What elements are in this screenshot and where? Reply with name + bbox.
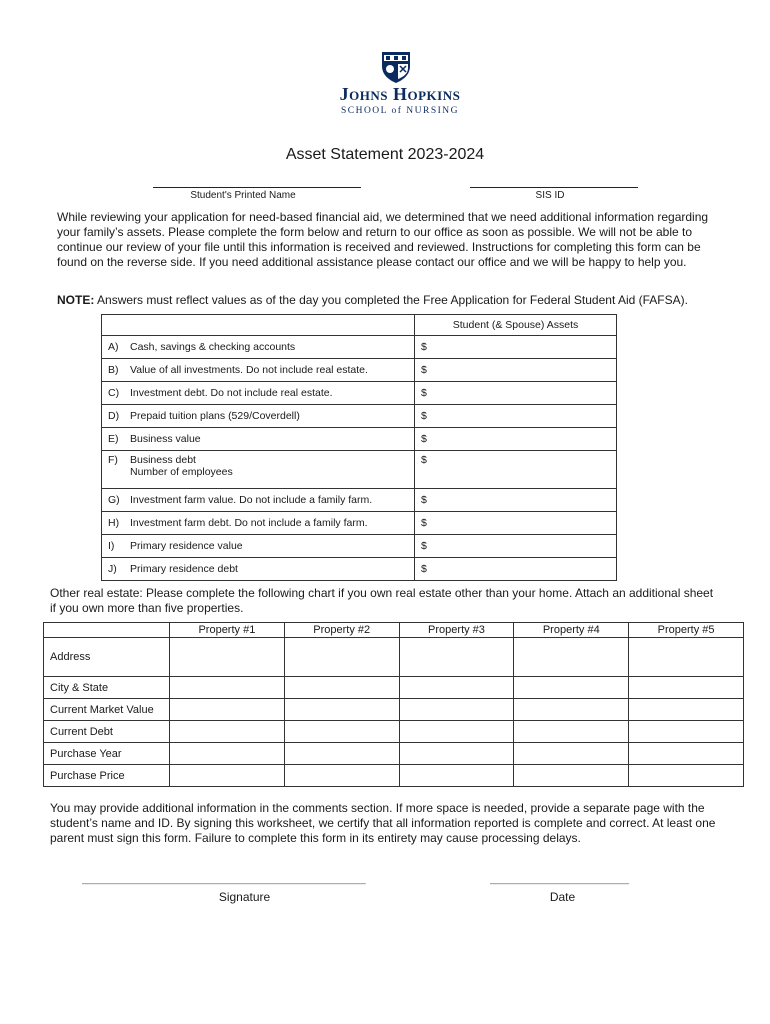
property-cell-input[interactable]	[170, 721, 285, 743]
property-cell-input[interactable]	[399, 699, 514, 721]
asset-value-input[interactable]: $	[415, 558, 617, 581]
property-cell-input[interactable]	[514, 743, 629, 765]
property-column-header: Property #4	[514, 623, 629, 638]
institution-name: Johns Hopkins	[339, 84, 461, 104]
property-row	[44, 721, 744, 743]
property-cell-input[interactable]	[629, 765, 744, 787]
property-cell-input[interactable]	[629, 677, 744, 699]
university-shield-icon	[378, 48, 414, 84]
property-cell-input[interactable]	[284, 638, 399, 677]
property-cell-input[interactable]	[629, 721, 744, 743]
property-cell-input[interactable]	[284, 699, 399, 721]
property-column-header: Property #1	[170, 623, 285, 638]
property-row	[44, 699, 744, 721]
property-cell-input[interactable]	[514, 638, 629, 677]
asset-row: C) Investment debt. Do not include real estate. $	[102, 382, 617, 405]
property-cell-input[interactable]	[629, 743, 744, 765]
property-row-label: Current Market Value	[44, 699, 170, 721]
assets-table-header: Student (& Spouse) Assets	[415, 315, 617, 336]
property-row-label: City & State	[44, 677, 170, 699]
asset-row: J) Primary residence debt $	[102, 558, 617, 581]
asset-value-input[interactable]: $	[415, 359, 617, 382]
property-cell-input[interactable]	[514, 721, 629, 743]
asset-row: E) Business value $	[102, 428, 617, 451]
asset-value-input[interactable]: $	[415, 512, 617, 535]
property-cell-input[interactable]	[284, 765, 399, 787]
asset-value-input[interactable]: $	[415, 489, 617, 512]
closing-paragraph: You may provide additional information in the comments section. If more space is needed, provide a separate page with the student’s name and ID. By signing this worksheet, we certify that all information reported is complete and correct. At least one parent must sign this form. Failure to complete this form in its entirety may cause processing delays.	[50, 801, 716, 845]
property-cell-input[interactable]	[629, 638, 744, 677]
asset-row: F) Business debt Number of employees $	[102, 451, 617, 489]
property-row-label: Address	[44, 638, 170, 677]
property-cell-input[interactable]	[514, 699, 629, 721]
property-cell-input[interactable]	[284, 743, 399, 765]
property-column-header: Property #3	[399, 623, 514, 638]
date-input[interactable]: _________________________	[490, 874, 630, 885]
property-row-label: Purchase Year	[44, 743, 170, 765]
property-cell-input[interactable]	[399, 677, 514, 699]
other-real-estate-text: Other real estate: Please complete the following chart if you own real estate other than your home. Attach an additional sheet if you own more than five properties.	[50, 586, 714, 615]
asset-value-input[interactable]: $	[415, 382, 617, 405]
property-cell-input[interactable]	[514, 677, 629, 699]
school-name: SCHOOL of NURSING	[340, 106, 460, 116]
signature-label: Signature	[218, 890, 271, 904]
sis-id-input[interactable]	[470, 187, 638, 188]
property-row	[44, 638, 744, 677]
property-row	[44, 765, 744, 787]
asset-row: I) Primary residence value $	[102, 535, 617, 558]
property-table	[43, 622, 744, 787]
property-cell-input[interactable]	[284, 721, 399, 743]
property-row-label: Current Debt	[44, 721, 170, 743]
property-cell-input[interactable]	[399, 638, 514, 677]
date-label: Date	[549, 890, 576, 904]
asset-value-input[interactable]: $	[415, 535, 617, 558]
property-cell-input[interactable]	[170, 765, 285, 787]
signature-input[interactable]: ___________________________________________________	[82, 874, 366, 885]
property-header-row	[44, 623, 744, 638]
asset-row: B) Value of all investments. Do not include real estate. $	[102, 359, 617, 382]
asset-value-input[interactable]: $	[415, 336, 617, 359]
property-row	[44, 677, 744, 699]
property-cell-input[interactable]	[170, 638, 285, 677]
student-name-input[interactable]	[153, 187, 361, 188]
property-cell-input[interactable]	[629, 699, 744, 721]
asset-value-input[interactable]: $	[415, 428, 617, 451]
property-column-header: Property #2	[284, 623, 399, 638]
property-row	[44, 743, 744, 765]
property-cell-input[interactable]	[170, 677, 285, 699]
assets-table-header-row	[102, 315, 617, 336]
property-cell-input[interactable]	[170, 699, 285, 721]
note-label: NOTE:	[57, 293, 95, 307]
asset-row: G) Investment farm value. Do not include a family farm. $	[102, 489, 617, 512]
property-cell-input[interactable]	[399, 765, 514, 787]
fafsa-note	[57, 293, 717, 308]
property-cell-input[interactable]	[284, 677, 399, 699]
page-title: Asset Statement 2023-2024	[285, 146, 485, 163]
asset-row: D) Prepaid tuition plans (529/Coverdell) $	[102, 405, 617, 428]
asset-row: H) Investment farm debt. Do not include a family farm. $	[102, 512, 617, 535]
asset-value-input[interactable]: $	[415, 451, 617, 489]
property-cell-input[interactable]	[399, 743, 514, 765]
property-cell-input[interactable]	[514, 765, 629, 787]
asset-value-input[interactable]: $	[415, 405, 617, 428]
note-text: Answers must reflect values as of the day you completed the Free Application for Federal Student Aid (FAFSA).	[94, 293, 688, 307]
student-name-label: Student's Printed Name	[190, 190, 296, 201]
property-column-header: Property #5	[629, 623, 744, 638]
property-row-label: Purchase Price	[44, 765, 170, 787]
property-cell-input[interactable]	[170, 743, 285, 765]
assets-table	[101, 314, 617, 581]
property-cell-input[interactable]	[399, 721, 514, 743]
intro-paragraph: While reviewing your application for need-based financial aid, we determined that we need additional information regarding your family’s assets. Please complete the form below and return to our office as soon as possible. We will not be able to continue our review of your file until this information is received and reviewed. Instructions for completing this form can be found on the reverse side. If you need additional assistance please contact our office and we will be happy to help you.	[57, 210, 709, 269]
sis-id-label: SIS ID	[535, 190, 565, 201]
asset-row: A) Cash, savings & checking accounts $	[102, 336, 617, 359]
